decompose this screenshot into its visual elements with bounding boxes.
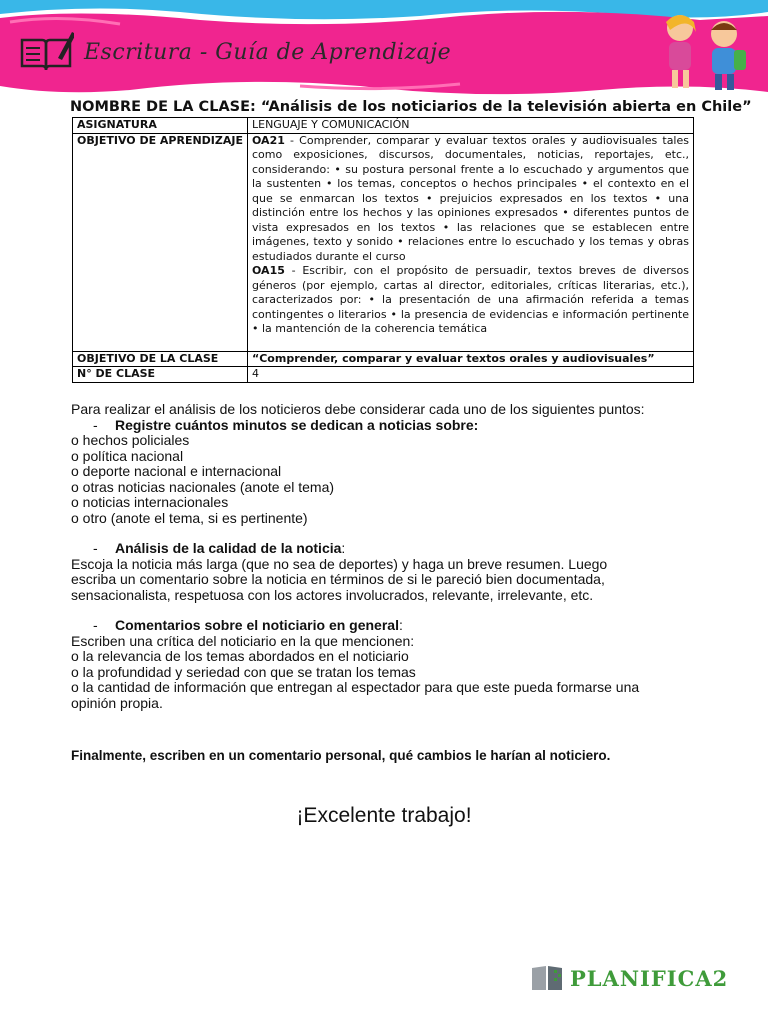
asignatura-value: LENGUAJE Y COMUNICACIÓN xyxy=(248,118,694,134)
list-item: o la profundidad y seriedad con que se tratan los temas xyxy=(71,663,416,680)
oa15-paragraph xyxy=(252,264,689,337)
list-item: o otras noticias nacionales (anote el tema) xyxy=(71,478,335,495)
oa15-code: OA15 xyxy=(252,264,285,277)
section3-heading: - Comentarios sobre el noticiario en general: xyxy=(93,617,403,633)
list-item: o la cantidad de información que entregan al espectador para que este pueda formarse una xyxy=(71,679,640,695)
table-row-objetivo-clase xyxy=(73,351,694,367)
list-item: o deporte nacional e internacional xyxy=(71,463,282,479)
objetivo-value xyxy=(248,133,694,351)
table-row-numero-clase xyxy=(73,367,694,383)
list-item: o otro (anote el tema, si es pertinente) xyxy=(71,509,308,526)
list-item: o la relevancia de los temas abordados en el noticiario xyxy=(71,648,409,664)
kids-illustration-icon xyxy=(640,6,760,96)
list-item: o política nacional xyxy=(71,447,184,464)
numero-clase-value: 4 xyxy=(248,367,694,383)
table-row-asignatura xyxy=(73,118,694,134)
class-name-value: “Análisis de los noticiarios de la televisión abierta en Chile” xyxy=(260,99,752,115)
list-item: o noticias internacionales xyxy=(71,494,229,510)
planifica2-logo xyxy=(530,962,729,994)
list-item: Escriben una crítica del noticiario en la que mencionen: xyxy=(71,632,415,649)
closing-message: ¡Excelente trabajo! xyxy=(296,804,472,827)
oa15-text: - Escribir, con el propósito de persuadir, textos breves de diversos géneros (por ejemplo, cartas al director, editoriales, críticas literarias, etc.), caracterizados por: • la presentación de una afirmación referida a temas contingentes o literarios • la presencia de evidencias e información pertinente • la mantención de la coherencia temática xyxy=(252,264,689,335)
list-item: Escoja la noticia más larga (que no sea de deportes) y haga un breve resumen. Luego xyxy=(71,555,608,572)
banner-title: Escritura - Guía de Aprendizaje xyxy=(84,40,452,65)
oa21-text: - Comprender, comparar y evaluar textos orales y audiovisuales tales como exposiciones, discursos, documentales, noticias, reportajes, etc., considerando: • su postura personal frente a lo escuchado y argumentos que la sustenten • los temas, conceptos o hechos principales • el contexto en el que se enmarcan los textos • prejuicios expresados en los textos • una distinción entre los hechos y las opiniones expresados • diferentes puntos de vista expresados en los textos • las relaciones que se establecen entre imágenes, texto y sonido • relaciones entre lo escuchado y los temas y obras estudiados durante el curso xyxy=(252,133,689,263)
numero-clase-label: N° DE CLASE xyxy=(73,367,248,383)
table-row-objetivo xyxy=(73,133,694,351)
section1-heading: - Registre cuántos minutos se dedican a noticias sobre: xyxy=(93,416,479,433)
objetivo-label: OBJETIVO DE APRENDIZAJE xyxy=(73,133,248,351)
class-info-table xyxy=(72,117,694,383)
section1-list xyxy=(71,433,711,526)
list-item: sensacionalista, respetuosa con los actores involucrados, relevante, irrelevante, etc. xyxy=(71,586,594,603)
book-pencil-icon xyxy=(18,28,74,76)
section2-text xyxy=(71,557,711,604)
asignatura-label: ASIGNATURA xyxy=(73,118,248,134)
section2-heading: - Análisis de la calidad de la noticia: xyxy=(93,540,346,556)
list-item: escriba un comentario sobre la noticia en términos de si le pareció bien documentada, xyxy=(71,571,605,587)
oa21-code: OA21 xyxy=(252,133,285,147)
book-logo-icon xyxy=(530,962,566,992)
intro-text: Para realizar el análisis de los noticieros debe considerar cada uno de los siguientes puntos: xyxy=(71,401,645,417)
list-item: o hechos policiales xyxy=(71,432,190,448)
list-item: opinión propia. xyxy=(71,694,163,711)
class-name-heading xyxy=(70,99,752,115)
class-name-label: NOMBRE DE LA CLASE: xyxy=(70,99,256,115)
objetivo-clase-value: “Comprender, comparar y evaluar textos orales y audiovisuales” xyxy=(248,351,694,367)
objetivo-clase-label: OBJETIVO DE LA CLASE xyxy=(73,351,248,367)
logo-text: PLANIFICA2 xyxy=(570,966,729,991)
instructions-body xyxy=(71,402,711,711)
final-instruction: Finalmente, escriben en un comentario personal, qué cambios le harían al noticiero. xyxy=(71,748,611,763)
header-banner xyxy=(0,0,768,100)
section3-text xyxy=(71,634,711,712)
oa21-paragraph xyxy=(252,134,689,265)
